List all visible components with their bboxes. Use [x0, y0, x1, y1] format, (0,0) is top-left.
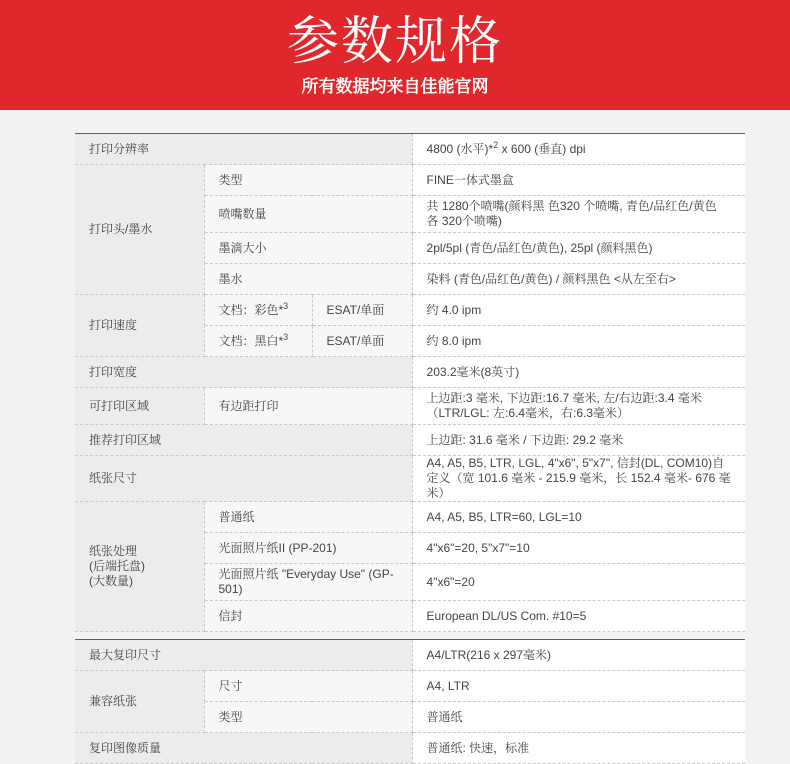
spec-row-compatible-size: [75, 671, 745, 702]
value-text: 4800 (水平)*: [426, 141, 494, 156]
footnote-mark: 3: [283, 300, 289, 311]
footnote-mark: 2: [493, 139, 499, 150]
spec-value: 4"x6"=20: [412, 564, 745, 601]
spec-row-resolution: [75, 134, 745, 165]
spec-label: 可打印区域: [75, 388, 204, 425]
spec-row-printable-area: [75, 388, 745, 425]
spec-row-width: [75, 357, 745, 388]
spec-value: 203.2毫米(8英寸): [412, 357, 745, 388]
page-subtitle: 所有数据均来自佳能官网: [301, 77, 489, 97]
spec-row-paper-size: [75, 456, 745, 502]
spec-value: 上边距: 31.6 毫米 / 下边距: 29.2 毫米: [412, 425, 745, 456]
spec-value: 染料 (青色/品红色/黄色) / 颜料黑色 <从左至右>: [412, 264, 745, 295]
spec-sublabel: 尺寸: [204, 671, 412, 702]
spec-value: 2pl/5pl (青色/品红色/黄色), 25pl (颜料黑色): [412, 233, 745, 264]
spec-group-label: 打印速度: [75, 295, 204, 357]
spec-value: 约 4.0 ipm: [412, 295, 745, 326]
spec-table: [75, 133, 745, 764]
spec-sublabel: 墨水: [204, 264, 412, 295]
spec-value: A4, A5, B5, LTR, LGL, 4"x6", 5"x7", 信封(DL, COM10)自定义（宽 101.6 毫米 - 215.9 毫米，长 152.4 毫米- 676 毫米）: [412, 456, 745, 502]
spec-value: 共 1280个喷嘴(颜料黑 色320 个喷嘴, 青色/品红色/黄色 各 320个喷嘴): [412, 196, 745, 233]
spec-row-copy-quality: [75, 733, 745, 764]
spec-label: 复印图像质量: [75, 733, 412, 764]
spec-value: 普通纸: [412, 702, 745, 733]
section-spacer: [75, 632, 745, 640]
spec-value: A4/LTR(216 x 297毫米): [412, 640, 745, 671]
spec-sublabel: [204, 295, 312, 326]
spec-mode: ESAT/单面: [312, 326, 412, 357]
spec-value: A4, LTR: [412, 671, 745, 702]
spec-group-label: 打印头/墨水: [75, 165, 204, 295]
spec-label: 打印分辨率: [75, 134, 412, 165]
spec-label: 最大复印尺寸: [75, 640, 412, 671]
spec-sublabel: 墨滴大小: [204, 233, 412, 264]
spec-sublabel: 光面照片纸 "Everyday Use" (GP-501): [204, 564, 412, 601]
spec-label: 纸张尺寸: [75, 456, 412, 502]
spec-row-max-copy: [75, 640, 745, 671]
spec-label: 打印宽度: [75, 357, 412, 388]
spec-value: 普通纸: 快速，标准: [412, 733, 745, 764]
spec-sublabel: 类型: [204, 702, 412, 733]
spec-value: FINE一体式墨盒: [412, 165, 745, 196]
section-gap: [75, 632, 745, 640]
spec-sublabel: 喷嘴数量: [204, 196, 412, 233]
spec-value: 约 8.0 ipm: [412, 326, 745, 357]
spec-row-recommended-area: [75, 425, 745, 456]
spec-row-paper-plain: [75, 502, 745, 533]
sublabel-text: 文档：彩色*: [218, 302, 284, 317]
sublabel-text: 文档：黑白*: [218, 333, 284, 348]
spec-value: European DL/US Com. #10=5: [412, 601, 745, 632]
value-text: x 600 (垂直) dpi: [498, 141, 586, 156]
spec-value: 上边距:3 毫米, 下边距:16.7 毫米, 左/右边距:3.4 毫米（LTR/LGL: 左:6.4毫米，右:6.3毫米）: [412, 388, 745, 425]
spec-sublabel: 有边距打印: [204, 388, 412, 425]
spec-row-speed-color: [75, 295, 745, 326]
spec-group-label: 兼容纸张: [75, 671, 204, 733]
spec-sublabel: 普通纸: [204, 502, 412, 533]
spec-value: [412, 134, 745, 165]
footnote-mark: 3: [283, 331, 289, 342]
spec-table-wrapper: [75, 133, 745, 764]
spec-value: 4"x6"=20, 5"x7"=10: [412, 533, 745, 564]
spec-group-label: 纸张处理 (后端托盘) (大数量): [75, 502, 204, 632]
page-title: 参数规格: [286, 12, 503, 72]
spec-sublabel: 光面照片纸II (PP-201): [204, 533, 412, 564]
spec-label: 推荐打印区域: [75, 425, 412, 456]
spec-sublabel: [204, 326, 312, 357]
spec-row-printhead-type: [75, 165, 745, 196]
spec-sublabel: 类型: [204, 165, 412, 196]
header-banner: [0, 0, 790, 110]
spec-mode: ESAT/单面: [312, 295, 412, 326]
spec-sublabel: 信封: [204, 601, 412, 632]
spec-value: A4, A5, B5, LTR=60, LGL=10: [412, 502, 745, 533]
